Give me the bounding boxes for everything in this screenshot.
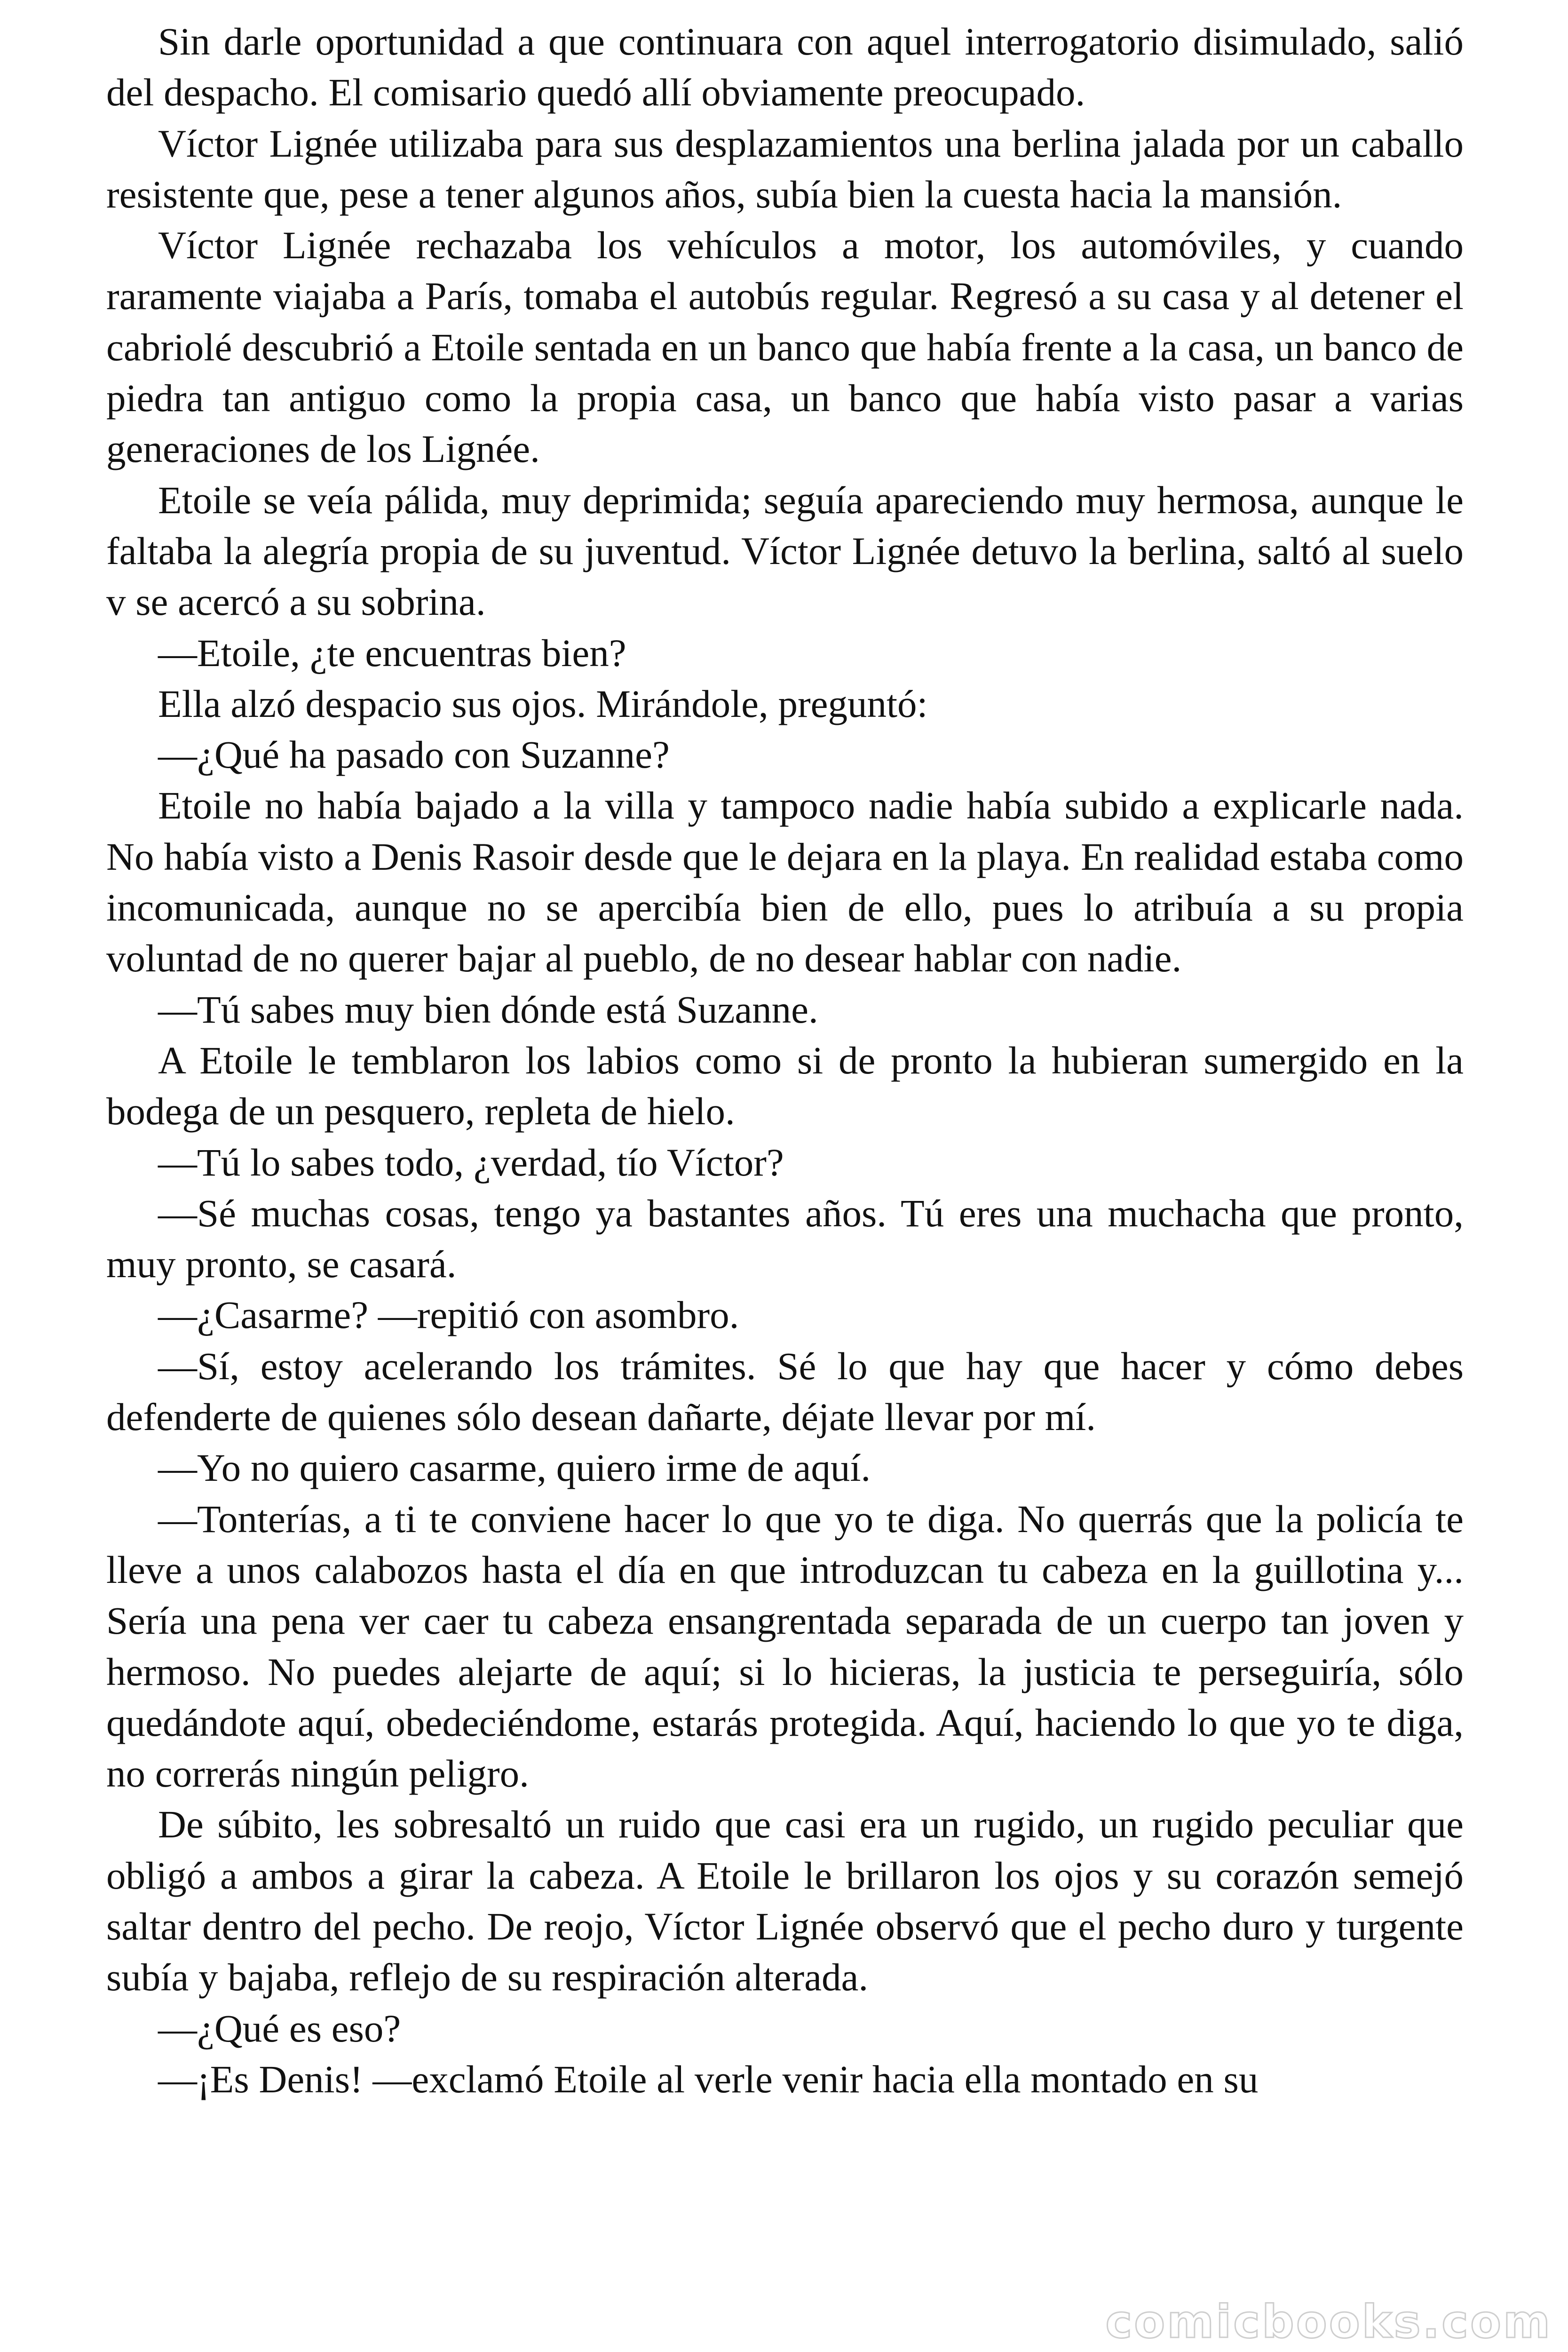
dialogue-13: —¿Casarme? —repitió con asombro. — [158, 1293, 739, 1337]
body-text — [106, 16, 1464, 2105]
paragraph-2: Víctor Lignée utilizaba para sus desplazamientos una berlina jalada por un caballo resistente que, pese a tener algunos años, subía bien la cuesta hacia la mansión. — [106, 121, 1464, 216]
dialogue-12: —Sé muchas cosas, tengo ya bastantes años. Tú eres una muchacha que pronto, muy pronto, se casará. — [106, 1191, 1464, 1286]
paragraph-1: Sin darle oportunidad a que continuara con aquel interrogatorio disimulado, salió del despacho. El comisario quedó allí obviamente preocupado. — [106, 20, 1464, 114]
watermark-text: comicbooks.com — [1105, 2296, 1552, 2348]
paragraph-8: Etoile no había bajado a la villa y tampoco nadie había subido a explicarle nada. No había visto a Denis Rasoir desde que le dejara en la playa. En realidad estaba como incomunicada, aunque no se apercibía bien de ello, pues lo atribuía a su propia voluntad de no querer bajar al pueblo, de no desear hablar con nadie. — [106, 784, 1464, 980]
dialogue-18: —¿Qué es eso? — [158, 2006, 401, 2050]
paragraph-4: Etoile se veía pálida, muy deprimida; seguía apareciendo muy hermosa, aunque le faltaba la alegría propia de su juventud. Víctor Lignée detuvo la berlina, saltó al suelo v se acercó a su sobrina. — [106, 478, 1464, 624]
dialogue-16: —Tonterías, a ti te conviene hacer lo que yo te diga. No querrás que la policía te lleve a unos calabozos hasta el día en que introduzcan tu cabeza en la guillotina y... Sería una pena ver caer tu cabeza ensangrentada separada de un cuerpo tan joven y hermoso. No puedes alejarte de aquí; si lo hicieras, la justicia te perseguiría, sólo quedándote aquí, obedeciéndome, estarás protegida. Aquí, haciendo lo que yo te diga, no correrás ningún peligro. — [106, 1497, 1464, 1796]
paragraph-3: Víctor Lignée rechazaba los vehículos a motor, los automóviles, y cuando raramente viajaba a París, tomaba el autobús regular. Regresó a su casa y al detener el cabriolé descubrió a Etoile sentada en un banco que había frente a la casa, un banco de piedra tan antiguo como la propia casa, un banco que había visto pasar a varias generaciones de los Lignée. — [106, 223, 1464, 471]
paragraph-6: Ella alzó despacio sus ojos. Mirándole, preguntó: — [158, 682, 928, 725]
dialogue-19: —¡Es Denis! —exclamó Etoile al verle venir hacia ella montado en su — [158, 2057, 1259, 2101]
dialogue-7: —¿Qué ha pasado con Suzanne? — [158, 733, 670, 777]
paragraph-17: De súbito, les sobresaltó un ruido que casi era un rugido, un rugido peculiar que obligó a ambos a girar la cabeza. A Etoile le brillaron los ojos y su corazón semejó saltar dentro del pecho. De reojo, Víctor Lignée observó que el pecho duro y turgente subía y bajaba, reflejo de su respiración alterada. — [106, 1803, 1464, 1999]
dialogue-5: —Etoile, ¿te encuentras bien? — [158, 631, 626, 675]
dialogue-14: —Sí, estoy acelerando los trámites. Sé lo que hay que hacer y cómo debes defenderte de quienes sólo desean dañarte, déjate llevar por mí. — [106, 1344, 1464, 1439]
dialogue-15: —Yo no quiero casarme, quiero irme de aquí. — [158, 1446, 871, 1490]
dialogue-11: —Tú lo sabes todo, ¿verdad, tío Víctor? — [158, 1140, 784, 1184]
paragraph-10: A Etoile le temblaron los labios como si de pronto la hubieran sumergido en la bodega de un pesquero, repleta de hielo. — [106, 1038, 1464, 1133]
dialogue-9: —Tú sabes muy bien dónde está Suzanne. — [158, 987, 818, 1031]
